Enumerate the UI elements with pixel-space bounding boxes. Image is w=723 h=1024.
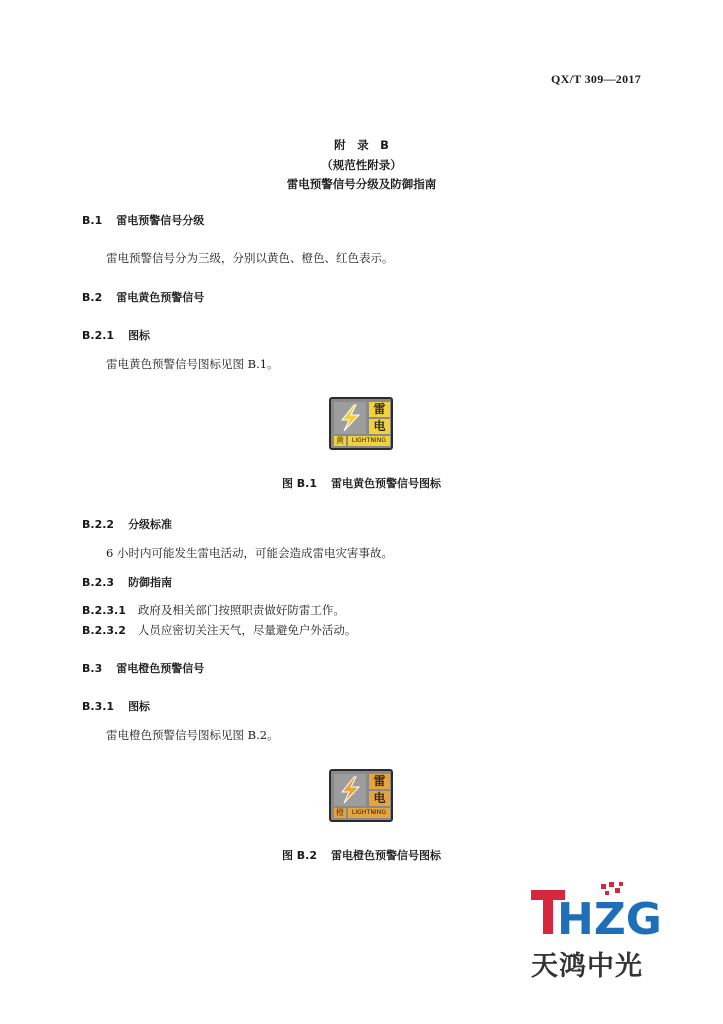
section-title: 雷电黄色预警信号 xyxy=(116,291,205,304)
icon-level: 黄 xyxy=(336,436,344,445)
section-title: 防御指南 xyxy=(128,576,173,589)
section-title: 分级标准 xyxy=(128,518,173,531)
section-b3-heading xyxy=(82,660,204,676)
section-title: 雷电预警信号分级 xyxy=(116,214,205,227)
section-b1-text: 雷电预警信号分为三级，分别以黄色、橙色、红色表示。 xyxy=(106,251,394,265)
icon-lightning-label: LIGHTNING xyxy=(348,436,390,446)
guide-b232 xyxy=(82,622,356,638)
icon-char-dian: 电 xyxy=(369,791,390,806)
section-number: B.2.2 xyxy=(82,518,115,531)
section-number: B.2 xyxy=(82,291,103,304)
section-number: B.2.1 xyxy=(82,329,115,342)
clause-text: 人员应密切关注天气，尽量避免户外活动。 xyxy=(137,623,357,637)
section-b21-heading xyxy=(82,327,150,343)
section-title: 图标 xyxy=(128,700,151,713)
section-number: B.3 xyxy=(82,662,103,675)
appendix-label: 附 录 B xyxy=(334,138,389,152)
icon-char-lei: 雷 xyxy=(369,402,390,417)
figure-title: 雷电黄色预警信号图标 xyxy=(331,477,442,490)
lightning-orange-signal-icon xyxy=(329,769,393,822)
clause-text: 政府及相关部门按照职责做好防雷工作。 xyxy=(137,603,345,617)
icon-char-dian: 电 xyxy=(369,419,390,434)
figure-number: 图 B.2 xyxy=(281,849,318,862)
icon-lightning-label: LIGHTNING xyxy=(348,808,390,818)
watermark-logo xyxy=(531,882,671,982)
icon-level: 橙 xyxy=(336,808,344,817)
clause-number: B.2.3.1 xyxy=(82,604,126,617)
section-b31-text: 雷电橙色预警信号图标见图 B.2。 xyxy=(106,728,279,742)
section-b2-heading xyxy=(82,289,204,305)
section-number: B.3.1 xyxy=(82,700,115,713)
section-number: B.1 xyxy=(82,214,103,227)
section-title: 图标 xyxy=(128,329,151,342)
figure-title: 雷电橙色预警信号图标 xyxy=(331,849,442,862)
figure-b2-caption xyxy=(0,847,723,863)
section-b22-heading xyxy=(82,516,172,532)
appendix-type: （规范性附录） xyxy=(321,158,402,172)
icon-char-lei: 雷 xyxy=(369,774,390,789)
figure-number: 图 B.1 xyxy=(281,477,318,490)
section-b1-heading xyxy=(82,212,204,228)
section-title: 雷电橙色预警信号 xyxy=(116,662,205,675)
section-b21-text: 雷电黄色预警信号图标见图 B.1。 xyxy=(106,357,279,371)
clause-number: B.2.3.2 xyxy=(82,624,126,637)
logo-letters: HZG xyxy=(557,894,662,942)
figure-b1-caption xyxy=(0,475,723,491)
guide-b231 xyxy=(82,602,345,618)
lightning-bolt-icon xyxy=(334,402,366,434)
watermark-name: 天鸿中光 xyxy=(531,951,643,982)
thzg-logo-icon xyxy=(531,882,671,942)
section-b23-heading xyxy=(82,574,172,590)
appendix-title: 雷电预警信号分级及防御指南 xyxy=(286,177,437,191)
section-b22-text: 6 小时内可能发生雷电活动，可能会造成雷电灾害事故。 xyxy=(106,546,393,560)
section-number: B.2.3 xyxy=(82,576,115,589)
lightning-yellow-signal-icon xyxy=(329,397,393,450)
standard-code: QX/T 309—2017 xyxy=(550,72,641,86)
section-b31-heading xyxy=(82,698,150,714)
lightning-bolt-icon xyxy=(334,774,366,806)
